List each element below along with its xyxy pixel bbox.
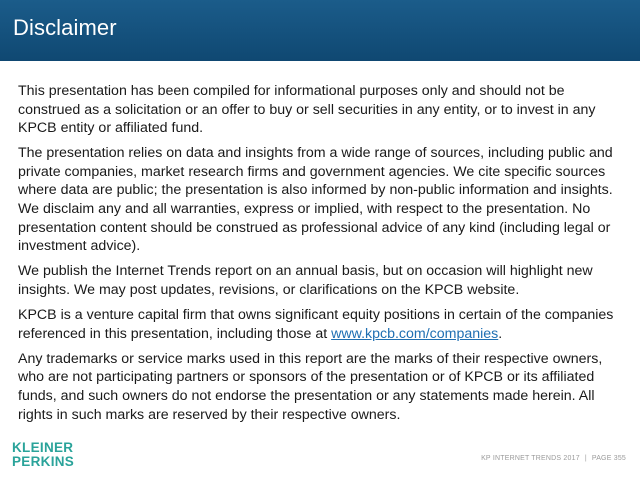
paragraph-sources: The presentation relies on data and insights from a wide range of sources, including public and private companies, market research firms and government agencies. We cite specific sources where data are public; the presentation is also informed by non-public information and insights. We disclaim any and all warranties, express or implied, with respect to the presentation. No presentation content should be construed as professional advice of any kind (including legal or investment advice).: [18, 145, 613, 255]
footer-page-number: PAGE 355: [591, 455, 626, 462]
kleiner-perkins-logo: [12, 441, 74, 469]
footer-report-name: KP INTERNET TRENDS 2017: [481, 455, 580, 462]
paragraph-equity: [18, 306, 628, 343]
paragraph-solicitation: This presentation has been compiled for informational purposes only and should not be construed as a solicitation or an offer to buy or sell securities in any entity, or to invest in any KPCB entity or affiliated fund.: [18, 83, 596, 137]
title-bar: [0, 0, 640, 61]
footer: [481, 455, 626, 462]
logo-line-perkins: PERKINS: [12, 454, 75, 469]
paragraph-equity-text: KPCB is a venture capital firm that owns significant equity positions in certain of the companies referenced in this presentation, including those at: [18, 307, 614, 342]
companies-link[interactable]: www.kpcb.com/companies: [331, 325, 499, 342]
paragraph-publishing: We publish the Internet Trends report on an annual basis, but on occasion will highlight new insights. We may post updates, revisions, or clarifications on the KPCB website.: [18, 263, 593, 298]
logo-line-kleiner: KLEINER: [12, 440, 74, 455]
paragraph-equity-end: .: [498, 325, 503, 342]
footer-separator: |: [584, 455, 587, 462]
page-title: Disclaimer: [13, 15, 117, 40]
paragraph-trademarks: Any trademarks or service marks used in this report are the marks of their respective owners, who are not participating partners or sponsors of the presentation or of KPCB or its affiliated funds, and such owners do not endorse the presentation or any statements made herein. All rights in such marks are reserved by their respective owners.: [18, 350, 603, 423]
disclaimer-body: [18, 82, 628, 431]
